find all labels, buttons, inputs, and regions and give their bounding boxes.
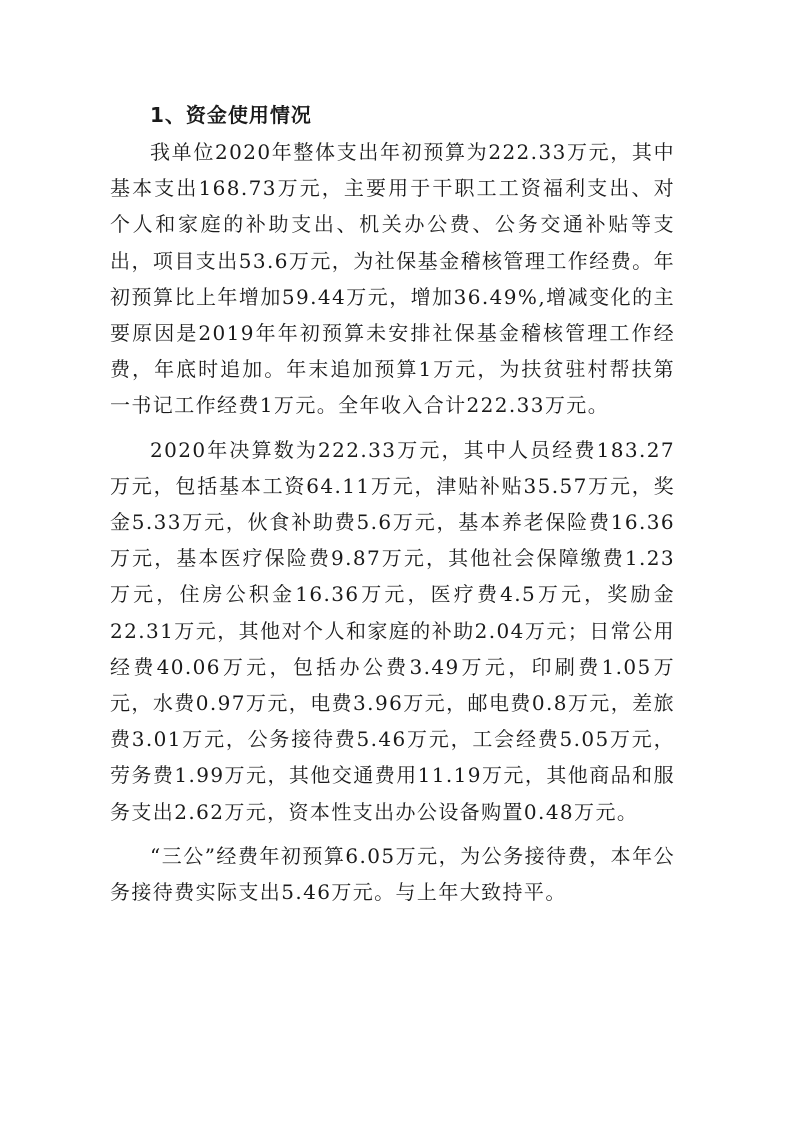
- paragraph-budget-overview: 我单位2020年整体支出年初预算为222.33万元，其中基本支出168.73万元，主要用于干职工工资福利支出、对个人和家庭的补助支出、机关办公费、公务交通补贴等支出，项目支出53.6万元，为社保基金稽核管理工作经费。年初预算比上年增加59.44万元，增加36.49%,增减变化的主要原因是2019年年初预算未安排社保基金稽核管理工作经费，年底时追加。年末追加预算1万元，为扶贫驻村帮扶第一书记工作经费1万元。全年收入合计222.33万元。: [110, 140, 675, 418]
- section-heading: 1、资金使用情况: [150, 103, 312, 127]
- paragraph-final-accounts: 2020年决算数为222.33万元，其中人员经费183.27万元，包括基本工资64.11万元，津贴补贴35.57万元，奖金5.33万元，伙食补助费5.6万元，基本养老保险费16.36万元，基本医疗保险费9.87万元，其他社会保障缴费1.23万元，住房公积金16.36万元，医疗费4.5万元，奖励金22.31万元，其他对个人和家庭的补助2.04万元；日常公用经费40.06万元，包括办公费3.49万元，印刷费1.05万元，水费0.97万元，电费3.96万元，邮电费0.8万元，差旅费3.01万元，公务接待费5.46万元，工会经费5.05万元，劳务费1.99万元，其他交通费用11.19万元，其他商品和服务支出2.62万元，资本性支出办公设备购置0.48万元。: [110, 437, 675, 824]
- paragraph-three-public-expenses: “三公”经费年初预算6.05万元，为公务接待费，本年公务接待费实际支出5.46万元。与上年大致持平。: [110, 843, 675, 905]
- document-body: [110, 96, 675, 910]
